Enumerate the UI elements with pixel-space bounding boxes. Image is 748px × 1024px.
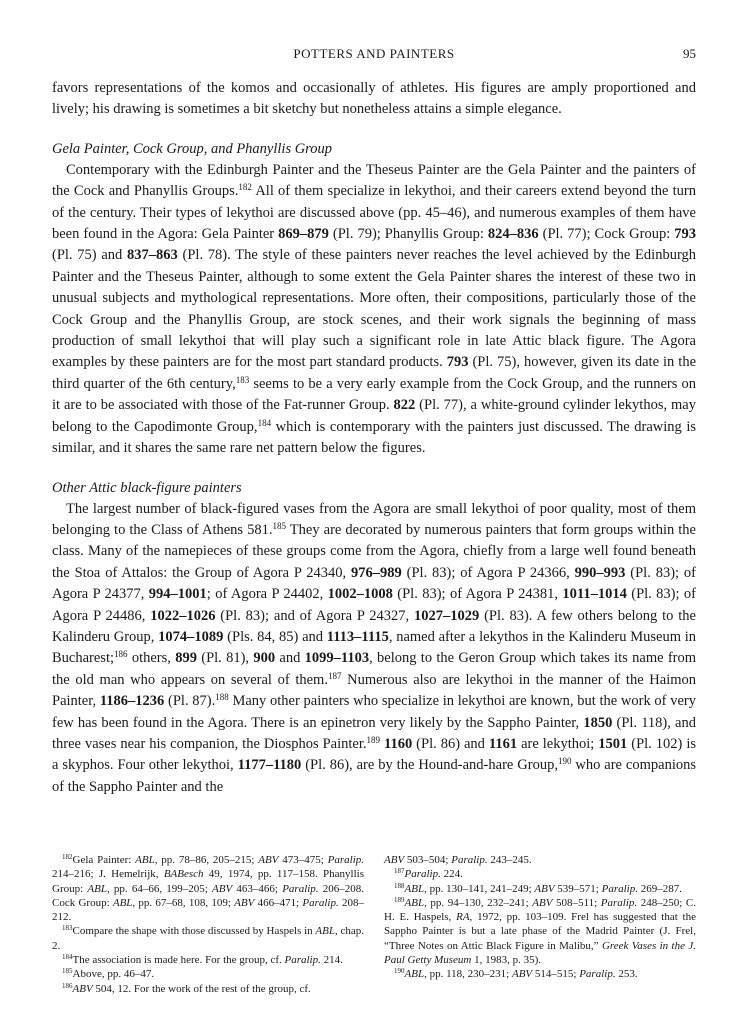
text-run: (Pl. 102) is a skyphos. Four other lekythoi, — [52, 735, 696, 774]
catalogue-number: 1074–1089 — [158, 628, 224, 645]
abbrev: ABL — [404, 896, 425, 909]
catalogue-number: 990–993 — [574, 564, 626, 581]
footnote-189 — [384, 896, 696, 967]
catalogue-number: 1177–1180 — [237, 757, 302, 774]
footnote-184 — [52, 953, 364, 967]
paragraph-gela — [52, 160, 696, 460]
text-run: 473–475; — [278, 854, 328, 866]
text-run: , pp. 94–130, 232–241; — [424, 896, 533, 909]
footnote-number: 183 — [62, 924, 73, 933]
text-run: 248–250; C. H. E. Haspels, — [384, 896, 696, 924]
text-run: Many other painters who specialize in lekythoi are known, but the work of very few has been found in the Agora. There is an epinetron very likely by the Sappho Painter, — [52, 693, 696, 731]
text-run: Numerous also are lekythoi in the manner of the Haimon Painter, — [52, 671, 696, 710]
abbrev: ABL — [404, 882, 425, 895]
abbrev: ABL — [404, 968, 425, 981]
abbrev: RA — [456, 911, 470, 924]
text-run: , pp. 64–66, 199–205; — [106, 882, 213, 895]
text-run: Above, pp. 46–47. — [72, 968, 155, 981]
footnote-ref: 190 — [557, 756, 572, 767]
text-run: (Pl. 77); Cock Group: — [538, 226, 675, 243]
text-run: , named after a lekythos in the Kalinderu Museum in Bucharest; — [52, 628, 696, 667]
text-run: (Pl. 86) and — [412, 735, 489, 752]
footnote-ref: 188 — [215, 692, 229, 703]
footnote-number: 188 — [394, 881, 405, 890]
text-run: 503–504; — [404, 854, 452, 866]
text-run: , pp. 78–86, 205–215; — [154, 854, 259, 866]
abbrev: Paralip. — [404, 868, 441, 881]
catalogue-number: 1160 — [384, 735, 413, 752]
page-number: 95 — [683, 46, 696, 61]
text-run: 206–208. Cock Group: — [52, 882, 365, 909]
catalogue-number: 1113–1115 — [326, 628, 389, 645]
abbrev: Paralip. — [600, 896, 638, 909]
abbrev: BABesch — [163, 868, 204, 881]
text-run: The association is made here. For the group, cf. — [72, 954, 285, 967]
abbrev: ABV — [234, 896, 255, 909]
catalogue-number: 793 — [674, 226, 696, 243]
catalogue-number: 900 — [253, 650, 276, 667]
paragraph-continuation — [52, 78, 696, 121]
section-heading-gela: Gela Painter, Cock Group, and Phanyllis Group — [52, 140, 333, 157]
section-heading-other: Other Attic black-figure painters — [52, 479, 242, 496]
text-run: (Pl. 86), are by the Hound-and-hare Group, — [301, 757, 558, 774]
text-run: (Pl. 87). — [164, 693, 216, 710]
abbrev: Paralip. — [302, 896, 339, 909]
catalogue-number: 1002–1008 — [327, 586, 393, 603]
running-head — [52, 46, 696, 66]
abbrev: ABV — [534, 882, 555, 895]
catalogue-number: 793 — [446, 354, 469, 371]
running-title: POTTERS AND PAINTERS — [293, 46, 455, 61]
footnote-number: 190 — [394, 967, 405, 976]
text-run: , belong to the Geron Group which takes its name from the old man who appears on several of them. — [52, 650, 697, 688]
text-run: , pp. 130–141, 241–249; — [424, 882, 535, 895]
catalogue-number: 1186–1236 — [99, 693, 165, 710]
catalogue-number: 994–1001 — [148, 586, 207, 603]
abbrev: ABL — [135, 854, 155, 866]
text-run: (Pl. 77), a white-ground cylinder lekythos, may belong to the Capodimonte Group, — [52, 397, 696, 435]
footnote-number: 187 — [394, 867, 405, 876]
catalogue-number: 1161 — [488, 735, 518, 752]
catalogue-number: 837–863 — [127, 247, 178, 264]
footnote-ref: 189 — [366, 734, 381, 745]
catalogue-number: 976–989 — [351, 564, 402, 581]
footnote-number: 184 — [62, 953, 73, 962]
text-run: 49, 1974, pp. 117–158. Phanyllis Group: — [52, 868, 365, 895]
abbrev: ABV — [258, 854, 279, 866]
text-run: 1, 1983, p. 35). — [471, 954, 542, 967]
text-run: 514–515; — [532, 968, 580, 981]
abbrev: Paralip. — [451, 854, 488, 866]
abbrev: ABL — [112, 896, 133, 909]
text-run: and — [275, 650, 305, 667]
paragraph-other — [52, 499, 696, 799]
abbrev: Paralip. — [282, 882, 319, 895]
text-run: 243–245. — [487, 854, 532, 866]
text-run: Contemporary with the Edinburgh Painter and the Theseus Painter are the Gela Painter and the painters of the Cock and Phanyllis Groups. — [52, 161, 696, 200]
footnote-ref: 182 — [238, 182, 252, 193]
footnotes-right-column — [384, 853, 696, 982]
abbrev: Paralip. — [327, 854, 365, 866]
footnote-ref: 186 — [114, 649, 128, 660]
text-run: others, — [127, 650, 176, 667]
text-run: 269–287. — [637, 882, 682, 895]
catalogue-number: 899 — [175, 650, 197, 667]
footnote-number: 189 — [394, 895, 405, 904]
text-run: , pp. 118, 230–231; — [424, 968, 512, 981]
catalogue-number: 1099–1103 — [304, 650, 370, 667]
text-run: ; of Agora P 24402, — [206, 586, 328, 603]
footnote-number: 186 — [62, 981, 73, 990]
footnote-185 — [52, 967, 364, 981]
abbrev: Paralip. — [579, 968, 616, 981]
catalogue-number: 1011–1014 — [562, 586, 627, 603]
footnote-186-continued — [384, 853, 696, 867]
text-run: (Pl. 83); of Agora P 24377, — [52, 564, 697, 603]
footnote-187 — [384, 867, 696, 881]
text-run: 224. — [440, 868, 463, 881]
text-run: , chap. 2. — [52, 925, 364, 952]
text-run: (Pl. 83); and of Agora P 24327, — [215, 607, 414, 624]
footnote-188 — [384, 882, 696, 896]
abbrev: ABL — [315, 925, 335, 938]
text-run: (Pl. 79); Phanyllis Group: — [328, 226, 488, 243]
catalogue-number: 1027–1029 — [413, 607, 480, 624]
body-text — [52, 78, 696, 798]
text-run: are lekythoi; — [517, 735, 599, 752]
footnote-ref: 185 — [272, 520, 286, 531]
text-run: The largest number of black-figured vases from the Agora are small lekythoi of poor quality, most of them belonging to the Class of Athens 581. — [52, 500, 696, 538]
abbrev: ABV — [384, 854, 405, 866]
footnote-182 — [52, 853, 364, 924]
footnote-ref: 183 — [235, 374, 250, 385]
abbrev: ABV — [212, 882, 233, 895]
text-run: seems to be a very early example from the Cock Group, and the runners on it are to be associated with those of the Fat-runner Group. — [52, 375, 697, 414]
text-run: , 1972, pp. 103–109. Frel has suggested that the Sappho Painter is but a late phase of the Madrid Painter (J. Frel, “Three Notes on Attic Black Figure in Malibu,” — [384, 911, 696, 952]
text-run: 463–466; — [232, 882, 283, 895]
text-run: 466–471; — [254, 896, 303, 909]
catalogue-number: 869–879 — [278, 226, 329, 243]
text-run: (Pl. 81), — [196, 650, 254, 667]
text-run: 508–511; — [552, 896, 601, 909]
text-run: Gela Painter: — [72, 854, 136, 866]
footnote-number: 185 — [62, 967, 73, 976]
footnote-183 — [52, 924, 364, 953]
catalogue-number: 1850 — [583, 714, 613, 731]
abbrev: Paralip. — [601, 882, 638, 895]
footnote-ref: 187 — [327, 670, 342, 681]
text-run: (Pl. 78). The style of these painters never reaches the level achieved by the Edinburgh Painter and the Theseus Painter, although to some extent the Gela Painter shares the interest of these two in unusual subjects and mythological representations. More often, their compositions, particularly those of the Cock Group and the Phanyllis Group, are stock scenes, and their work signals the beginning of mass production of small lekythoi that will play such a significant role in late Attic black figure. The Agora examples by these painters are for the most part standard products. — [52, 247, 697, 371]
text-run: 539–571; — [554, 882, 602, 895]
text-run: which is contemporary with the painters just discussed. The drawing is similar, and it shares the same rare net pattern below the figures. — [52, 418, 696, 457]
abbrev: Paralip. — [284, 954, 321, 967]
text-run: (Pl. 83); of Agora P 24486, — [52, 586, 696, 624]
catalogue-number: 1501 — [598, 735, 628, 752]
text-run: (Pl. 118), and three vases near his companion, the Diosphos Painter. — [52, 714, 696, 752]
footnote-186 — [52, 982, 364, 996]
footnote-ref: 184 — [257, 417, 272, 428]
abbrev: ABV — [532, 896, 553, 909]
catalogue-number: 824–836 — [487, 226, 539, 243]
abbrev: ABV — [511, 968, 533, 981]
text-run: 504, 12. For the work of the rest of the group, cf. — [92, 982, 311, 995]
text-run: (Pl. 83); of Agora P 24381, — [392, 586, 563, 603]
text-run: They are decorated by numerous painters that form groups within the class. Many of the namepieces of these groups come from the Agora, chiefly from a large well found beneath the Stoa of Attalos: the Group of Agora P 24340, — [52, 521, 696, 581]
text-run: favors representations of the komos and occasionally of athletes. His figures are amply proportioned and lively; his drawing is sometimes a bit sketchy but nonetheless attains a simple elegance. — [52, 80, 696, 118]
footnote-number: 182 — [62, 853, 73, 861]
text-run: Compare the shape with those discussed by Haspels in — [72, 925, 316, 938]
text-run: (Pl. 75), however, given its date in the third quarter of the 6th century, — [52, 354, 696, 392]
text-run: (Pl. 83); of Agora P 24366, — [401, 564, 575, 581]
abbrev: ABV — [72, 982, 93, 995]
text-run: 214–216; J. Hemelrijk, — [52, 868, 164, 881]
text-run: All of them specialize in lekythoi, and their careers extend beyond the turn of the century. Their types of lekythoi are discussed above (pp. 45–46), and numerous examples of them have been found in the Agora: Gela Painter — [52, 183, 696, 243]
footnote-190 — [384, 967, 696, 981]
catalogue-number: 822 — [393, 397, 416, 414]
text-run: 253. — [615, 968, 638, 981]
footnotes-left-column — [52, 853, 364, 996]
text-run: 214. — [320, 954, 343, 967]
text-run: who are companions of the Sappho Painter and the — [52, 757, 697, 795]
journal-title: Greek Vases in the J. Paul Getty Museum — [384, 939, 696, 967]
text-run: 208–212. — [52, 896, 364, 924]
catalogue-number: 1022–1026 — [150, 607, 216, 624]
text-run: (Pl. 83). A few others belong to the Kalinderu Group, — [52, 607, 696, 645]
text-run: (Pls. 84, 85) and — [223, 628, 327, 645]
text-run: , pp. 67–68, 108, 109; — [132, 896, 235, 909]
text-run: (Pl. 75) and — [52, 247, 128, 264]
abbrev: ABL — [87, 882, 107, 895]
